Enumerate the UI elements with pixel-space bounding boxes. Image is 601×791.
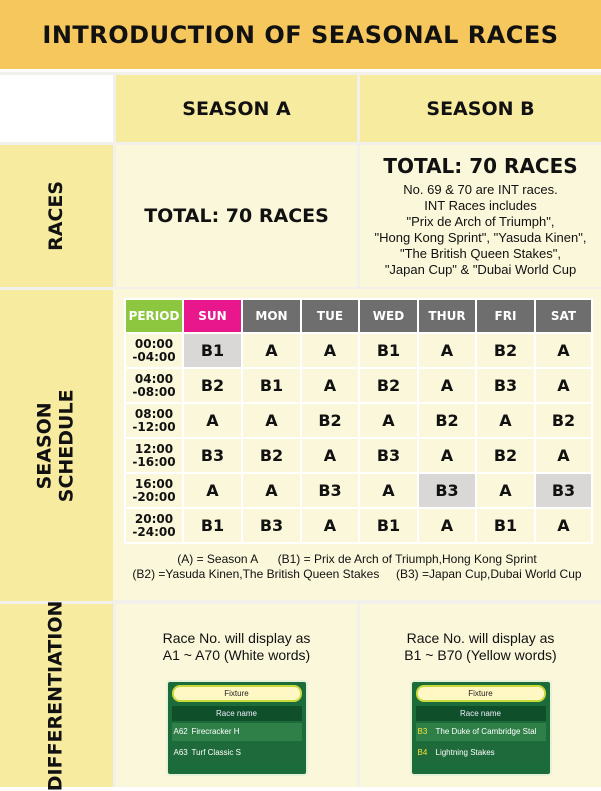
- season-b-fixture-preview: [410, 680, 552, 776]
- period-cell: [125, 473, 183, 508]
- schedule-cell: B2: [476, 438, 535, 473]
- col-mon: MON: [242, 299, 301, 333]
- season-a-fixture-preview: [166, 680, 308, 776]
- schedule-row: [125, 333, 592, 368]
- schedule-body: [125, 333, 592, 543]
- fixture-row: [172, 744, 302, 762]
- races-label: RACES: [44, 181, 67, 251]
- schedule-cell: A: [301, 508, 359, 543]
- col-period: PERIOD: [125, 299, 183, 333]
- season-b-diff-line-2: B1 ~ B70 (Yellow words): [404, 647, 557, 663]
- schedule-row: [125, 403, 592, 438]
- schedule-cell: B1: [359, 333, 418, 368]
- season-b-races-note-1: No. 69 & 70 are INT races.: [403, 182, 558, 197]
- col-fri: FRI: [476, 299, 535, 333]
- season-a-differentiation: [116, 604, 357, 787]
- fixture-row: [416, 723, 546, 741]
- schedule-cell: B1: [183, 508, 242, 543]
- schedule-cell: A: [301, 333, 359, 368]
- schedule-cell: A: [418, 508, 476, 543]
- schedule-cell: B2: [535, 403, 592, 438]
- period-cell: [125, 508, 183, 543]
- period-time: 12:00: [134, 441, 174, 456]
- race-number: A62: [173, 727, 188, 736]
- schedule-table: [124, 298, 593, 544]
- schedule-cell: B1: [183, 333, 242, 368]
- period-time: 16:00: [134, 476, 174, 491]
- schedule-cell: B3: [359, 438, 418, 473]
- period-time: -08:00: [132, 384, 176, 399]
- period-cell: [125, 333, 183, 368]
- schedule-cell: A: [418, 333, 476, 368]
- season-a-races-total: TOTAL: 70 RACES: [116, 145, 357, 287]
- fixture-row: [416, 744, 546, 762]
- period-cell: [125, 368, 183, 403]
- season-schedule: [113, 289, 601, 600]
- race-number: B4: [417, 748, 428, 757]
- col-tue: TUE: [301, 299, 359, 333]
- schedule-cell: A: [301, 368, 359, 403]
- races-row-label: [0, 145, 113, 287]
- differentiation-row-label: [0, 600, 113, 791]
- period-time: -04:00: [132, 349, 176, 364]
- race-name: Firecracker H: [191, 727, 240, 736]
- schedule-cell: B1: [476, 508, 535, 543]
- period-cell: [125, 438, 183, 473]
- fixture-button: Fixture: [172, 685, 302, 702]
- schedule-cell: B2: [301, 403, 359, 438]
- period-time: 04:00: [134, 371, 174, 386]
- season-a-diff-line-1: Race No. will display as: [162, 630, 311, 646]
- period-time: -20:00: [132, 489, 176, 504]
- schedule-cell: A: [301, 438, 359, 473]
- schedule-cell: A: [535, 333, 592, 368]
- season-a-diff-line-2: A1 ~ A70 (White words): [162, 647, 311, 663]
- period-time: 00:00: [134, 336, 174, 351]
- season-b-races-note-4: "Hong Kong Sprint", "Yasuda Kinen",: [374, 230, 587, 245]
- schedule-row: [125, 508, 592, 543]
- period-time: -24:00: [132, 524, 176, 539]
- schedule-cell: A: [183, 473, 242, 508]
- season-b-header: SEASON B: [360, 75, 601, 142]
- schedule-cell: A: [359, 473, 418, 508]
- schedule-cell: B3: [418, 473, 476, 508]
- fixture-button: Fixture: [416, 685, 546, 702]
- season-b-races-note-3: "Prix de Arch of Triumph",: [406, 214, 555, 229]
- col-sun: SUN: [183, 299, 242, 333]
- page-title: INTRODUCTION OF SEASONAL RACES: [0, 0, 601, 72]
- race-name: Lightning Stakes: [435, 748, 495, 757]
- period-time: -12:00: [132, 419, 176, 434]
- schedule-cell: B3: [301, 473, 359, 508]
- differentiation-label: DIFFERENTIATION: [44, 600, 67, 791]
- col-wed: WED: [359, 299, 418, 333]
- schedule-row: [125, 368, 592, 403]
- schedule-cell: B1: [242, 368, 301, 403]
- schedule-cell: A: [535, 508, 592, 543]
- schedule-cell: B3: [476, 368, 535, 403]
- schedule-cell: A: [418, 438, 476, 473]
- schedule-cell: A: [476, 403, 535, 438]
- season-b-races-note-5: "The British Queen Stakes",: [400, 246, 561, 261]
- col-thur: THUR: [418, 299, 476, 333]
- schedule-row: [125, 438, 592, 473]
- schedule-cell: B2: [476, 333, 535, 368]
- schedule-label: [35, 389, 79, 502]
- schedule-cell: A: [242, 473, 301, 508]
- schedule-cell: A: [535, 368, 592, 403]
- period-time: -16:00: [132, 454, 176, 469]
- schedule-cell: B2: [242, 438, 301, 473]
- schedule-cell: B2: [359, 368, 418, 403]
- schedule-row: [125, 473, 592, 508]
- schedule-header-row: [125, 299, 592, 333]
- legend-line-1: (A) = Season A (B1) = Prix de Arch of Triumph,Hong Kong Sprint: [177, 552, 537, 566]
- schedule-legend: [113, 552, 601, 582]
- race-name-header: Race name: [416, 706, 546, 721]
- schedule-cell: B3: [242, 508, 301, 543]
- schedule-cell: A: [359, 403, 418, 438]
- race-name: Turf Classic S: [191, 748, 241, 757]
- schedule-cell: B2: [183, 368, 242, 403]
- schedule-cell: B1: [359, 508, 418, 543]
- schedule-cell: A: [242, 333, 301, 368]
- race-name: The Duke of Cambridge Stal: [435, 727, 537, 736]
- schedule-label-line-1: SEASON: [33, 401, 56, 490]
- schedule-row-label: [0, 290, 113, 601]
- schedule-cell: A: [242, 403, 301, 438]
- season-b-races-note-6: "Japan Cup" & "Dubai World Cup: [384, 262, 577, 277]
- season-b-differentiation: [360, 604, 601, 787]
- schedule-cell: A: [418, 368, 476, 403]
- period-time: 20:00: [134, 511, 174, 526]
- schedule-cell: A: [476, 473, 535, 508]
- season-b-races-info: [360, 145, 601, 287]
- season-a-header: SEASON A: [116, 75, 357, 142]
- schedule-cell: A: [535, 438, 592, 473]
- schedule-cell: B3: [535, 473, 592, 508]
- legend-line-2: (B2) =Yasuda Kinen,The British Queen Stakes (B3) =Japan Cup,Dubai World Cup: [132, 567, 582, 581]
- race-name-header: Race name: [172, 706, 302, 721]
- corner-blank: [0, 75, 113, 142]
- race-number: A63: [173, 748, 188, 757]
- season-b-races-total: TOTAL: 70 RACES: [383, 154, 578, 178]
- col-sat: SAT: [535, 299, 592, 333]
- period-cell: [125, 403, 183, 438]
- schedule-cell: B2: [418, 403, 476, 438]
- season-b-diff-line-1: Race No. will display as: [406, 630, 555, 646]
- race-number: B3: [417, 727, 428, 736]
- schedule-label-line-2: SCHEDULE: [55, 389, 78, 502]
- schedule-cell: B3: [183, 438, 242, 473]
- fixture-row: [172, 723, 302, 741]
- schedule-cell: A: [183, 403, 242, 438]
- season-b-races-note-2: INT Races includes: [424, 198, 537, 213]
- period-time: 08:00: [134, 406, 174, 421]
